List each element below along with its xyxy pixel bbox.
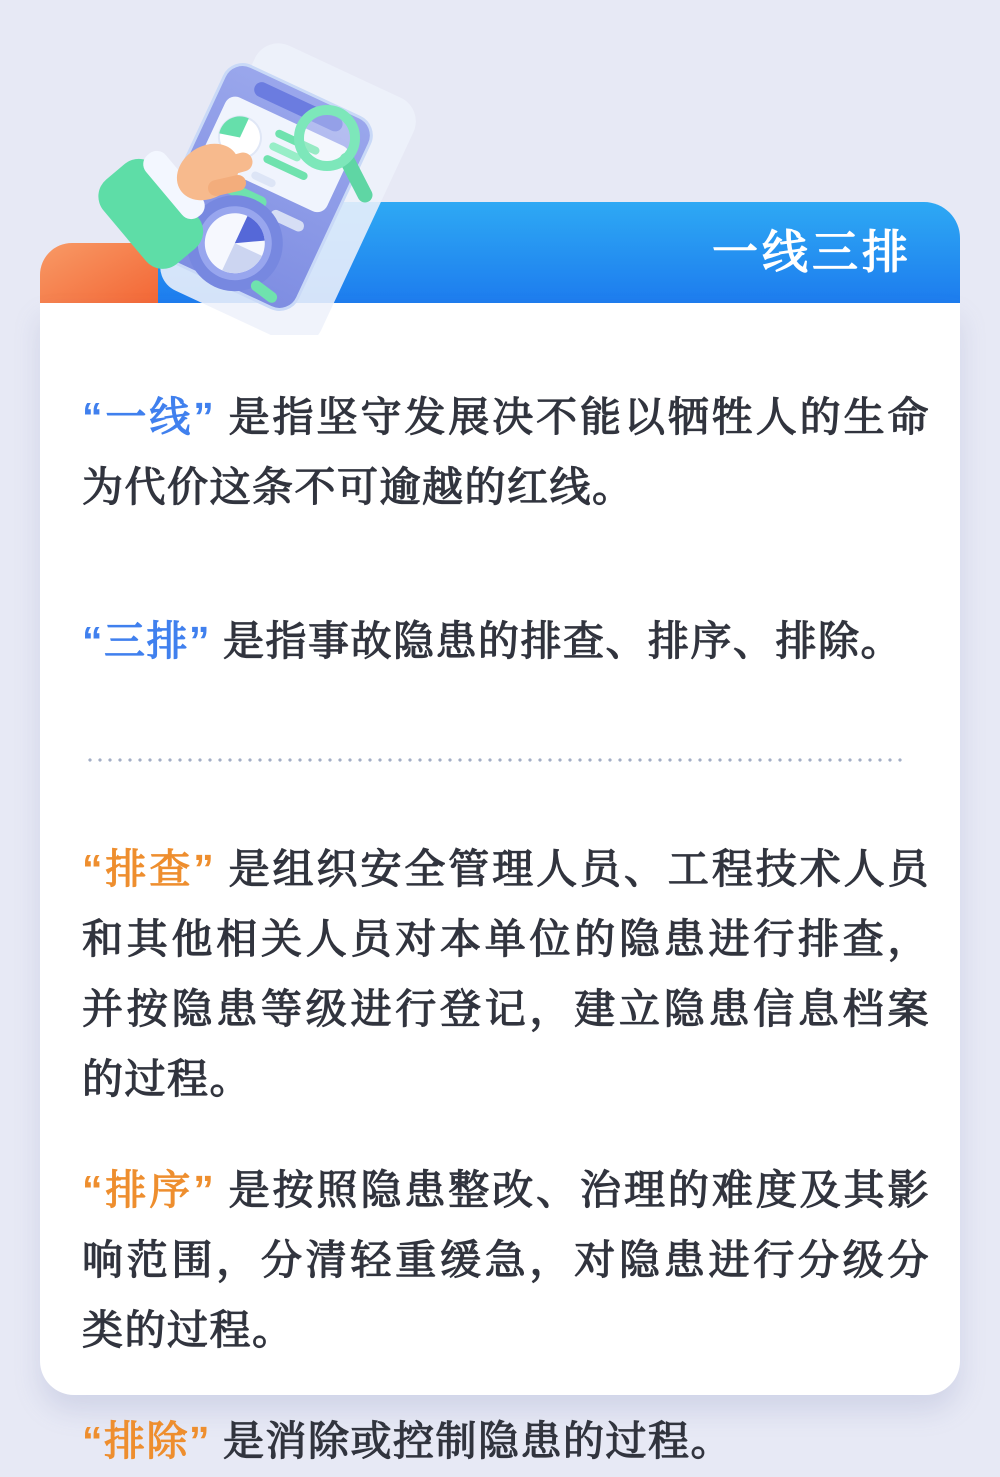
term-label: “三排” (82, 618, 211, 664)
content-card (40, 303, 960, 1464)
term-label: “一线” (82, 394, 216, 440)
definition-text: 是按照隐患整改、治理的难度及其影响范围，分清轻重缓急，对隐患进行分级分类的过程。 (82, 1167, 931, 1353)
header-illustration (70, 35, 490, 335)
definition-text: 是消除或控制隐患的过程。 (223, 1418, 733, 1464)
term-label: “排除” (82, 1418, 211, 1464)
dotted-divider (85, 758, 908, 762)
definition-paixu (82, 1155, 930, 1365)
definition-paicha (82, 834, 930, 1114)
definition-yixian (82, 382, 930, 522)
definition-text: 是组织安全管理人员、工程技术人员和其他相关人员对本单位的隐患进行排查，并按隐患等级进行登记，建立隐患信息档案的过程。 (82, 846, 931, 1102)
page-title: 一线三排 (712, 226, 912, 278)
term-label: “排查” (82, 846, 216, 892)
term-label: “排序” (82, 1167, 216, 1213)
definition-text: 是指事故隐患的排查、排序、排除。 (223, 618, 903, 664)
definition-paichu (82, 1406, 930, 1476)
definition-sanpai (82, 606, 930, 676)
definition-text: 是指坚守发展决不能以牺牲人的生命为代价这条不可逾越的红线。 (82, 394, 931, 510)
